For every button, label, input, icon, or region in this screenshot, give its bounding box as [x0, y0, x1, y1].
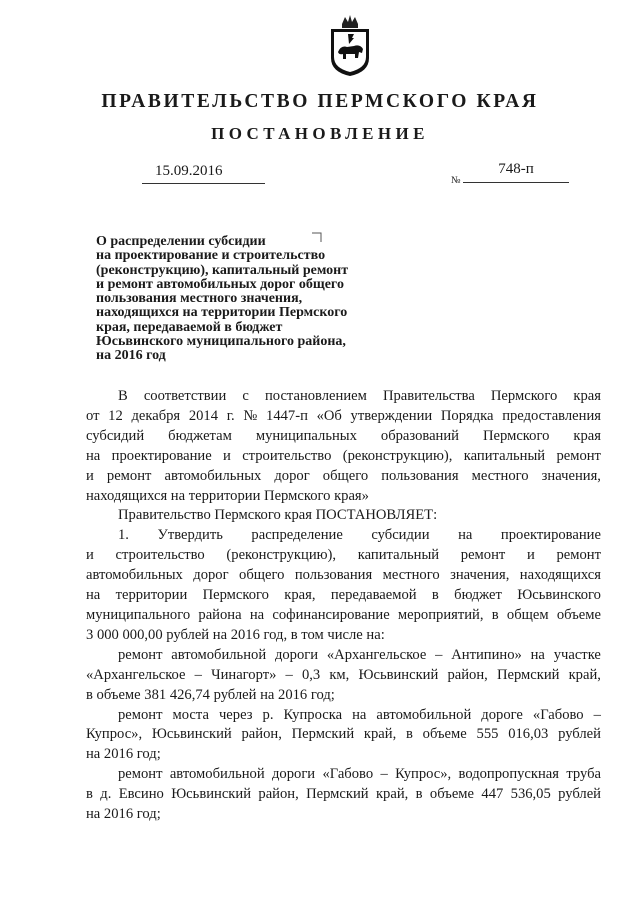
word: район,	[447, 666, 488, 683]
word: «Габово	[322, 766, 374, 783]
body-line	[86, 586, 601, 606]
word: и	[223, 447, 231, 464]
word: ремонт	[118, 766, 163, 783]
word: в	[86, 786, 93, 803]
word: субсидии	[371, 527, 430, 544]
heading-line: находящихся на территории Пермского	[96, 305, 348, 321]
word: Пермский	[496, 666, 560, 683]
body-line	[86, 467, 601, 487]
word: «Архангельское	[86, 666, 186, 683]
resolution-line: Правительство Пермского края ПОСТАНОВЛЯЕТ:	[118, 507, 438, 524]
word: моста	[172, 706, 209, 723]
word: «Габово	[532, 706, 584, 723]
word: Юсьвинский	[151, 726, 232, 743]
word: Пермского	[202, 587, 269, 604]
word: дорог	[193, 567, 229, 584]
word: местного	[382, 567, 440, 584]
word: Пермского	[490, 388, 558, 404]
body-line	[86, 785, 601, 805]
word: ремонт	[118, 646, 163, 663]
word: и	[86, 467, 94, 484]
heading-line: на 2016 год	[96, 348, 166, 364]
heading-line: на проектирование и строительство	[96, 248, 326, 264]
word: на	[86, 587, 101, 604]
document-body	[86, 387, 601, 825]
word: автомобильных	[86, 567, 183, 584]
word: автомобильных	[164, 467, 262, 484]
word: субсидий	[86, 427, 145, 444]
word: (реконструкцию),	[342, 447, 453, 464]
word: –	[194, 666, 202, 683]
word: Юсьвинского	[517, 587, 601, 604]
word: капитальный	[463, 447, 546, 464]
word: 1.	[118, 527, 129, 544]
word: (реконструкцию),	[226, 547, 337, 564]
word: –	[593, 706, 601, 723]
word: км,	[329, 666, 350, 683]
document-number: 748-п	[463, 161, 569, 183]
word: –	[380, 766, 388, 783]
word: строительство	[242, 447, 332, 464]
word: мероприятий,	[397, 606, 484, 623]
word: Купрос»,	[395, 766, 452, 783]
body-line	[86, 646, 601, 666]
word: находящихся	[519, 567, 601, 584]
word: –	[285, 666, 293, 683]
word: водопропускная	[458, 766, 559, 783]
word: д.	[100, 786, 112, 803]
word: р.	[262, 706, 274, 723]
body-line: на 2016 год;	[86, 806, 161, 823]
word: бюджетам	[168, 427, 232, 444]
word: декабря	[131, 407, 181, 424]
word: Юсьвинский	[171, 786, 252, 803]
word: объеме	[556, 606, 601, 623]
word: муниципальных	[255, 427, 357, 444]
word: утверждении	[350, 407, 433, 424]
word: на	[530, 646, 545, 663]
word: в	[415, 786, 423, 803]
body-line: на 2016 год;	[86, 746, 161, 763]
word: край,	[568, 666, 601, 683]
word: Чинагорт»	[211, 666, 277, 683]
word: «Об	[316, 407, 342, 424]
word: в	[405, 726, 413, 743]
heading-line: О распределении субсидии	[96, 234, 266, 249]
word: дороги	[272, 766, 316, 783]
word: 2014	[188, 407, 219, 424]
word: ремонт	[556, 547, 601, 564]
word: район,	[241, 726, 282, 743]
heading-line: пользования местного значения,	[96, 291, 303, 307]
word: Пермского	[483, 427, 550, 444]
word: объеме	[429, 786, 475, 803]
body-line	[86, 407, 601, 427]
government-title: ПРАВИТЕЛЬСТВО ПЕРМСКОГО КРАЯ	[101, 91, 539, 112]
word: дорог	[274, 467, 310, 484]
word: значения,	[450, 567, 510, 584]
word: дороге	[481, 706, 523, 723]
heading-line: края, передаваемой в бюджет	[96, 319, 283, 335]
word: строительство	[115, 547, 205, 564]
word: ремонт	[460, 547, 506, 564]
word: с	[242, 388, 249, 404]
word: №	[243, 407, 258, 424]
word: края	[573, 427, 601, 444]
word: Утвердить	[157, 527, 223, 544]
word: район,	[258, 786, 299, 803]
word: Пермский	[291, 726, 355, 743]
number-sign: №	[451, 175, 461, 186]
word: Купрос»,	[86, 726, 143, 743]
body-line	[86, 765, 601, 785]
body-line	[86, 725, 601, 745]
word: и	[86, 547, 94, 564]
body-line	[86, 447, 601, 467]
word: в	[491, 606, 499, 623]
word: объеме	[422, 726, 467, 743]
body-line: находящихся на территории Пермского края»	[86, 487, 369, 504]
word: 536,05	[510, 786, 551, 803]
word: край,	[375, 786, 409, 803]
body-line	[86, 546, 601, 566]
word: автомобильной	[169, 766, 265, 783]
word: образований	[380, 427, 459, 444]
word: г.	[226, 407, 235, 424]
word: через	[218, 706, 253, 723]
word: Евсино	[118, 786, 164, 803]
word: Купроска	[283, 706, 343, 723]
heading-line: и ремонт автомобильных дорог общего	[96, 276, 344, 292]
body-line	[86, 606, 601, 626]
word: Пермский	[306, 786, 369, 803]
word: постановлением	[264, 388, 367, 404]
word: края,	[284, 587, 316, 604]
document-type: ПОСТАНОВЛЕНИЕ	[211, 124, 429, 143]
word: участке	[553, 646, 601, 663]
word: 0,3	[301, 666, 321, 683]
word: передаваемой	[330, 587, 417, 604]
word: рублей	[558, 786, 601, 803]
word: значения,	[541, 467, 601, 484]
word: Юсьвинский	[358, 666, 439, 683]
word: пользования	[294, 567, 373, 584]
word: 1447-п	[266, 407, 308, 424]
word: автомобильной	[376, 706, 472, 723]
word: Правительства	[382, 388, 475, 404]
coat-of-arms-emblem	[327, 14, 373, 78]
body-line: 3 000 000,00 рублей на 2016 год, в том числе на:	[86, 626, 385, 643]
heading-line: (реконструкцию), капитальный ремонт	[96, 262, 349, 278]
word: предоставления	[502, 407, 601, 424]
word: местного	[471, 467, 529, 484]
word: Порядка	[440, 407, 494, 424]
word: на	[249, 606, 265, 623]
word: ремонт	[556, 447, 601, 464]
word: пользования	[381, 467, 459, 484]
word: 555	[476, 726, 499, 743]
body-line	[86, 427, 601, 447]
word: края	[573, 388, 601, 404]
body-line	[86, 706, 601, 726]
word: проектирование	[111, 447, 212, 464]
body-line: в объеме 381 426,74 рублей на 2016 год;	[86, 686, 335, 703]
heading-line: Юсьвинского муниципального района,	[96, 334, 346, 350]
word: общего	[322, 467, 369, 484]
body-line	[86, 666, 601, 686]
document-heading	[96, 235, 396, 364]
word: в	[431, 587, 439, 604]
word: 016,03	[508, 726, 549, 743]
word: района	[198, 606, 242, 623]
word: «Архангельское	[326, 646, 427, 663]
word: 12	[108, 407, 123, 424]
word: на	[458, 527, 473, 544]
word: муниципального	[86, 606, 191, 623]
word: капитальный	[357, 547, 440, 564]
word: край,	[363, 726, 397, 743]
word: ремонт	[118, 706, 163, 723]
word: соответствии	[143, 388, 227, 404]
word: территории	[115, 587, 188, 604]
word: труба	[566, 766, 601, 783]
word: –	[435, 646, 443, 663]
body-line	[86, 387, 601, 407]
word: софинансирование	[272, 606, 390, 623]
word: Антипино»	[451, 646, 522, 663]
word: автомобильной	[171, 646, 267, 663]
word: ремонт	[106, 467, 152, 484]
word: В	[118, 388, 128, 404]
word: на	[352, 706, 367, 723]
word: от	[86, 407, 100, 424]
word: и	[526, 547, 535, 564]
word: 447	[481, 786, 504, 803]
document-date: 15.09.2016	[142, 163, 265, 184]
body-line	[86, 526, 601, 546]
word: дороги	[274, 646, 319, 663]
word: на	[86, 447, 101, 464]
word: общего	[239, 567, 285, 584]
word: проектирование	[500, 527, 601, 544]
word: рублей	[558, 726, 601, 743]
word: общем	[506, 606, 549, 623]
body-line	[86, 566, 601, 586]
word: бюджет	[454, 587, 502, 604]
word: распределение	[251, 527, 343, 544]
